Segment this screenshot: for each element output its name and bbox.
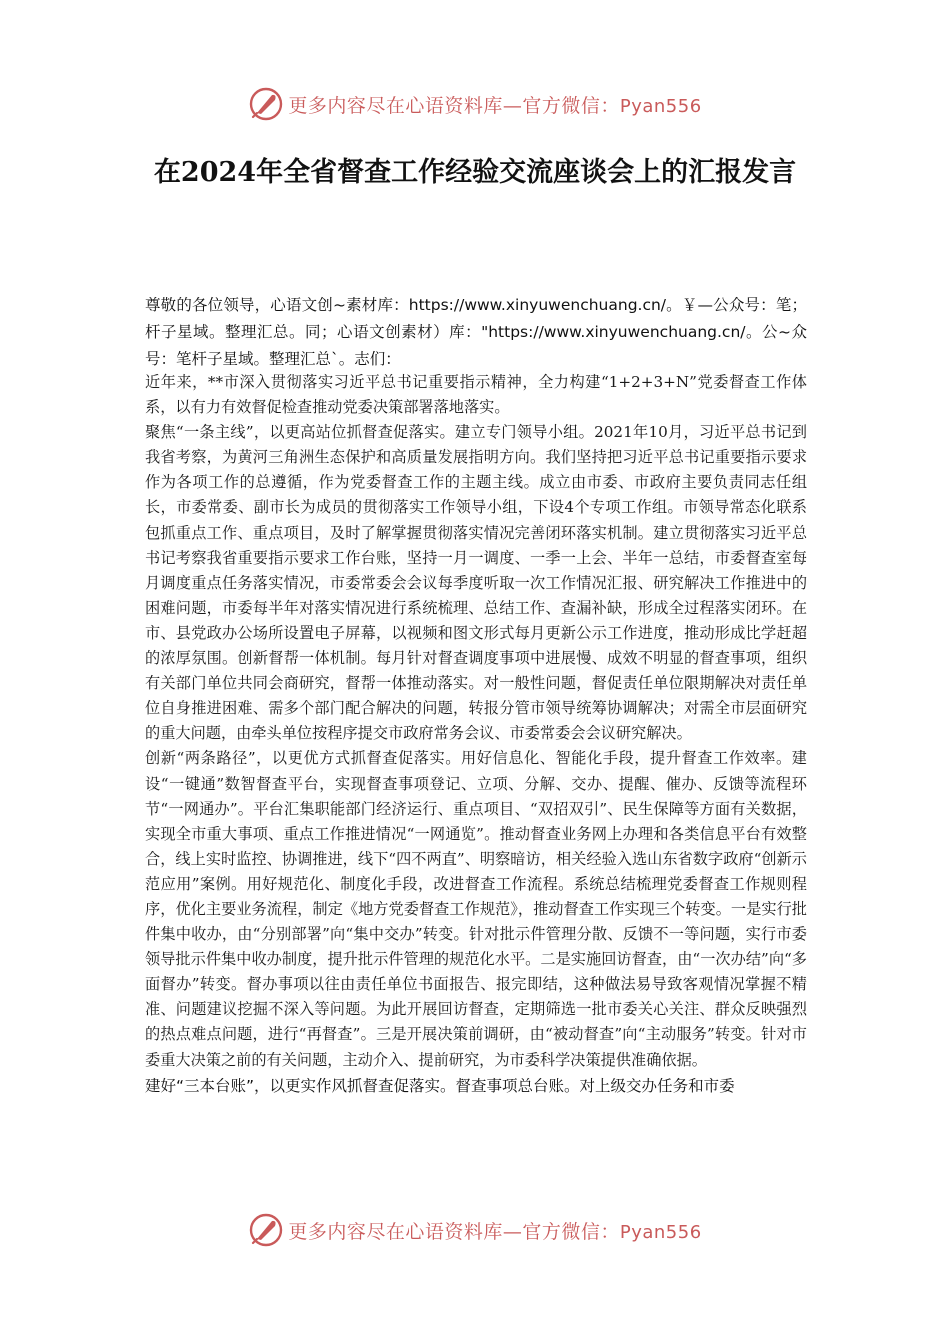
watermark-text: 更多内容尽在心语资料库—官方微信：Pyan556 xyxy=(288,94,702,117)
salutation: 尊敬的各位领导，心语文创~素材库：https://www.xinyuwenchuang.cn/。￥—公众号：笔；杆子星域。整理汇总。同；心语文创素材）库："https://www.xinyuwenchuang.cn/。公~众号：笔杆子星域。整理汇总`。志们： xyxy=(145,296,807,368)
quill-pen-logo-icon xyxy=(248,1212,284,1248)
watermark-banner-top xyxy=(0,82,950,126)
paragraph-two-paths: 创新“两条路径”，以更优方式抓督查促落实。用好信息化、智能化手段，提升督查工作效率。建设“一键通”数智督查平台，实现督查事项登记、立项、分解、交办、提醒、催办、反馈等流程环节“一网通办”。平台汇集职能部门经济运行、重点项目、“双招双引”、民生保障等方面有关数据，实现全市重大事项、重点工作推进情况“一网通览”。推动督查业务网上办理和各类信息平台有效整合，线上实时监控、协调推进，线下“四不两直”、明察暗访，相关经验入选山东省数字政府“创新示范应用”案例。用好规范化、制度化手段，改进督查工作流程。系统总结梳理党委督查工作规则程序，优化主要业务流程，制定《地方党委督查工作规范》，推动督查工作实现三个转变。一是实行批件集中收办，由“分别部署”向“集中交办”转变。针对批示件管理分散、反馈不一等问题，实行市委领导批示件集中收办制度，提升批示件管理的规范化水平。二是实施回访督查，由“一次办结”向“多面督办”转变。督办事项以往由责任单位书面报告、报完即结，这种做法易导致客观情况掌握不精准、问题建议挖掘不深入等问题。为此开展回访督查，定期筛选一批市委关心关注、群众反映强烈的热点难点问题，进行“再督查”。三是开展决策前调研，由“被动督查”向“主动服务”转变。针对市委重大决策之前的有关问题，主动介入、提前研究，为市委科学决策提供准确依据。 xyxy=(145,749,807,1069)
watermark-banner-bottom xyxy=(0,1208,950,1252)
document-title: 在2024年全省督查工作经验交流座谈会上的汇报发言 xyxy=(153,157,797,188)
paragraph-three-ledgers: 建好“三本台账”，以更实作风抓督查促落实。督查事项总台账。对上级交办任务和市委 xyxy=(145,1076,735,1095)
paragraph-intro: 近年来，**市深入贯彻落实习近平总书记重要指示精神，全力构建“1+2+3+N”党委督查工作体系，以有力有效督促检查推动党委决策部署落地落实。 xyxy=(145,373,807,417)
watermark-text: 更多内容尽在心语资料库—官方微信：Pyan556 xyxy=(288,1220,702,1243)
quill-pen-logo-icon xyxy=(248,86,284,122)
paragraph-main-line: 聚焦“一条主线”，以更高站位抓督查促落实。建立专门领导小组。2021年10月，习近平总书记到我省考察，为黄河三角洲生态保护和高质量发展指明方向。我们坚持把习近平总书记重要指示要求作为各项工作的总遵循，作为党委督查工作的主题主线。成立由市委、市政府主要负责同志任组长，市委常委、副市长为成员的贯彻落实工作领导小组，下设4个专项工作组。市领导常态化联系包抓重点工作、重点项目，及时了解掌握贯彻落实情况完善闭环落实机制。建立贯彻落实习近平总书记考察我省重要指示要求工作台账，坚持一月一调度、一季一上会、半年一总结，市委督查室每月调度重点任务落实情况，市委常委会会议每季度听取一次工作情况汇报、研究解决工作推进中的困难问题，市委每半年对落实情况进行系统梳理、总结工作、查漏补缺，形成全过程落实闭环。在市、县党政办公场所设置电子屏幕，以视频和图文形式每月更新公示工作进度，推动形成比学赶超的浓厚氛围。创新督帮一体机制。每月针对督查调度事项中进展慢、成效不明显的督查事项，组织有关部门单位共同会商研究，督帮一体推动落实。对一般性问题，督促责任单位限期解决对责任单位自身推进困难、需多个部门配合解决的问题，转报分管市领导统筹协调解决；对需全市层面研究的重大问题，由牵头单位按程序提交市政府常务会议、市委常委会会议研究解决。 xyxy=(145,423,807,743)
document-body xyxy=(145,370,807,1099)
